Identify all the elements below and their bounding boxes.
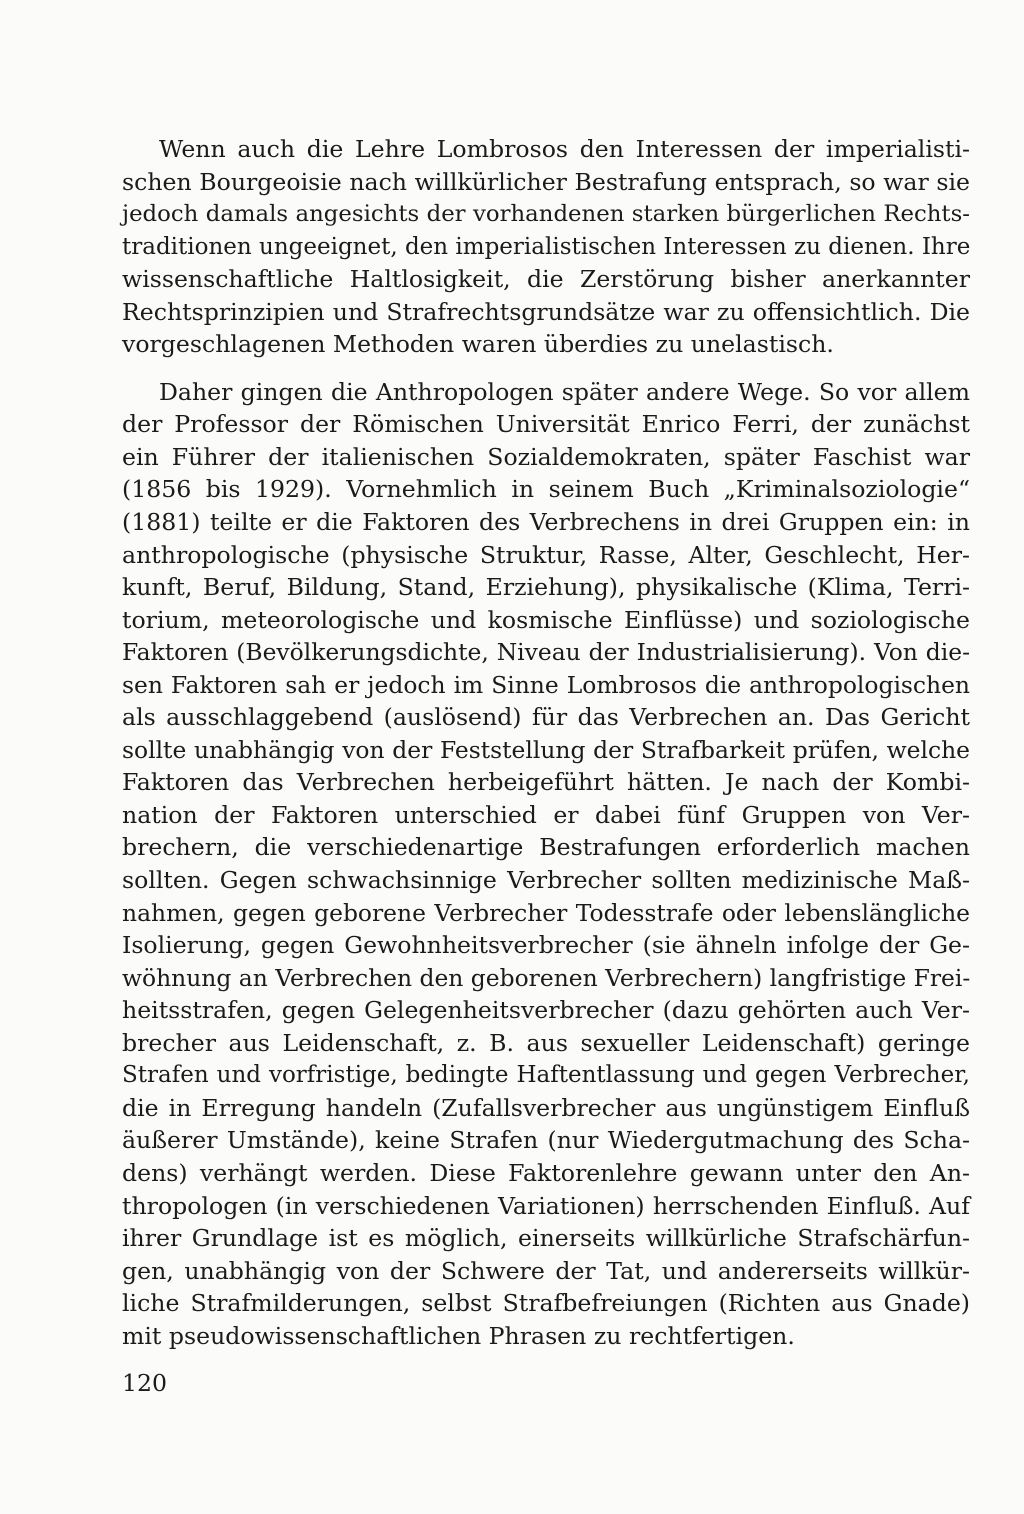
page-number: 120 xyxy=(122,1369,168,1397)
text-line: Wenn auch die Lehre Lombrosos den Interessen der imperialisti- xyxy=(159,135,970,163)
paragraph xyxy=(122,376,970,1352)
text-line: mit pseudowissenschaftlichen Phrasen zu rechtfertigen. xyxy=(122,1321,795,1350)
text-line: sollten. Gegen schwachsinnige Verbrecher sollten medizinische Maß- xyxy=(122,866,970,895)
text-line: vorgeschlagenen Methoden waren überdies zu unelastisch. xyxy=(122,330,834,359)
text-line: dens) verhängt werden. Diese Faktorenlehre gewann unter den An- xyxy=(122,1158,970,1187)
text-line: thropologen (in verschiedenen Variationen) herrschenden Einfluß. Auf xyxy=(122,1191,970,1220)
text-line: (1856 bis 1929). Vornehmlich in seinem Buch „Kriminalsoziologie“ xyxy=(122,475,970,504)
text-line: äußerer Umstände), keine Strafen (nur Wiedergutmachung des Scha- xyxy=(122,1126,970,1155)
text-line: schen Bourgeoisie nach willkürlicher Bestrafung entsprach, so war sie xyxy=(122,167,970,196)
text-line: nation der Faktoren unterschied er dabei fünf Gruppen von Ver- xyxy=(122,800,970,829)
text-line: liche Strafmilderungen, selbst Strafbefreiungen (Richten aus Gnade) xyxy=(122,1289,970,1318)
text-line: sollte unabhängig von der Feststellung der Strafbarkeit prüfen, welche xyxy=(122,735,970,764)
text-line: traditionen ungeeignet, den imperialistischen Interessen zu dienen. Ihre xyxy=(122,233,971,260)
text-line: Strafen und vorfristige, bedingte Haftentlassung und gegen Verbrecher, xyxy=(122,1062,970,1089)
text-line: als ausschlaggebend (auslösend) für das Verbrechen an. Das Gericht xyxy=(122,703,970,732)
body-text xyxy=(122,133,970,1352)
text-line: anthropologische (physische Struktur, Rasse, Alter, Geschlecht, Her- xyxy=(122,540,970,569)
paragraph xyxy=(122,133,970,361)
text-line: torium, meteorologische und kosmische Einflüsse) und soziologische xyxy=(122,605,970,634)
text-line: jedoch damals angesichts der vorhandenen starken bürgerlichen Rechts- xyxy=(122,201,970,228)
text-line: brechern, die verschiedenartige Bestrafungen erforderlich machen xyxy=(122,833,970,862)
text-line: Faktoren (Bevölkerungsdichte, Niveau der Industrialisierung). Von die- xyxy=(122,638,970,667)
text-line: (1881) teilte er die Faktoren des Verbrechens in drei Gruppen ein: in xyxy=(122,508,970,537)
text-line: die in Erregung handeln (Zufallsverbrecher aus ungünstigem Einfluß xyxy=(122,1093,970,1122)
text-line: wissenschaftliche Haltlosigkeit, die Zerstörung bisher anerkannter xyxy=(122,265,970,294)
text-line: ein Führer der italienischen Sozialdemokraten, später Faschist war xyxy=(122,442,970,471)
text-line: Rechtsprinzipien und Strafrechtsgrundsätze war zu offensichtlich. Die xyxy=(122,297,970,326)
paragraph-gap xyxy=(122,361,970,376)
text-line: wöhnung an Verbrechen den geborenen Verbrechern) langfristige Frei- xyxy=(122,963,971,992)
text-line: brecher aus Leidenschaft, z. B. aus sexueller Leidenschaft) geringe xyxy=(122,1028,970,1057)
text-line: nahmen, gegen geborene Verbrecher Todesstrafe oder lebenslängliche xyxy=(122,898,970,927)
text-line: gen, unabhängig von der Schwere der Tat, und andererseits willkür- xyxy=(122,1256,970,1285)
text-line: heitsstrafen, gegen Gelegenheitsverbrecher (dazu gehörten auch Ver- xyxy=(122,996,970,1025)
text-line: Isolierung, gegen Gewohnheitsverbrecher (sie ähneln infolge der Ge- xyxy=(122,931,970,960)
text-line: der Professor der Römischen Universität Enrico Ferri, der zunächst xyxy=(122,410,970,439)
text-line: ihrer Grundlage ist es möglich, einerseits willkürliche Strafschärfun- xyxy=(122,1224,970,1253)
text-line: sen Faktoren sah er jedoch im Sinne Lombrosos die anthropologischen xyxy=(122,670,970,699)
text-line: Faktoren das Verbrechen herbeigeführt hätten. Je nach der Kombi- xyxy=(122,768,970,797)
text-line: kunft, Beruf, Bildung, Stand, Erziehung), physikalische (Klima, Terri- xyxy=(122,573,970,602)
text-line: Daher gingen die Anthropologen später andere Wege. So vor allem xyxy=(159,377,970,406)
